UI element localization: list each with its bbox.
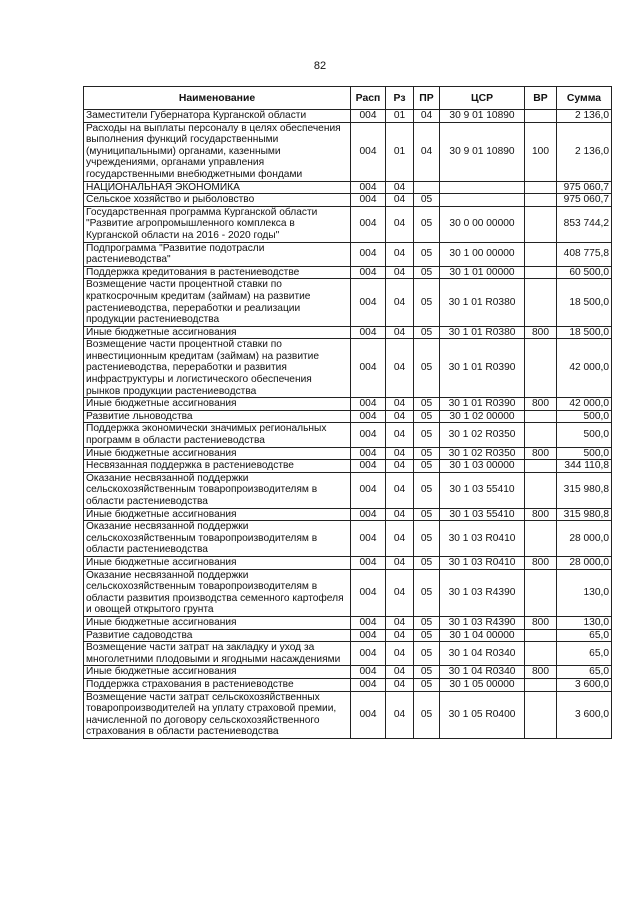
cell-rz: 01 <box>386 122 414 181</box>
cell-vr <box>525 339 557 398</box>
cell-csr: 30 1 01 R0380 <box>440 326 525 339</box>
cell-pr: 05 <box>414 460 440 473</box>
cell-rasp: 004 <box>351 447 386 460</box>
cell-rasp: 004 <box>351 508 386 521</box>
cell-csr: 30 1 01 R0390 <box>440 339 525 398</box>
cell-sum: 500,0 <box>557 423 612 447</box>
cell-csr: 30 1 04 R0340 <box>440 642 525 666</box>
cell-name: Поддержка кредитования в растениеводстве <box>84 266 351 279</box>
cell-vr <box>525 642 557 666</box>
table-body <box>84 110 612 739</box>
cell-rasp: 004 <box>351 206 386 242</box>
cell-vr: 800 <box>525 398 557 411</box>
cell-pr: 05 <box>414 279 440 326</box>
cell-csr: 30 0 00 00000 <box>440 206 525 242</box>
cell-pr: 04 <box>414 122 440 181</box>
cell-rz: 04 <box>386 279 414 326</box>
budget-table <box>83 86 612 739</box>
cell-rz: 04 <box>386 521 414 557</box>
table-row <box>84 122 612 181</box>
cell-pr: 05 <box>414 206 440 242</box>
cell-sum: 42 000,0 <box>557 398 612 411</box>
cell-rasp: 004 <box>351 616 386 629</box>
table-row <box>84 326 612 339</box>
cell-sum: 2 136,0 <box>557 122 612 181</box>
cell-name: Иные бюджетные ассигнования <box>84 616 351 629</box>
cell-vr <box>525 410 557 423</box>
cell-rasp: 004 <box>351 398 386 411</box>
table-row <box>84 266 612 279</box>
cell-sum: 500,0 <box>557 410 612 423</box>
cell-name: Несвязанная поддержка в растениеводстве <box>84 460 351 473</box>
cell-rz: 04 <box>386 666 414 679</box>
table-row <box>84 423 612 447</box>
cell-csr: 30 1 03 55410 <box>440 508 525 521</box>
header-pr: ПР <box>414 87 440 110</box>
cell-vr: 800 <box>525 556 557 569</box>
table-row <box>84 398 612 411</box>
table-row <box>84 678 612 691</box>
cell-sum: 60 500,0 <box>557 266 612 279</box>
table-row <box>84 508 612 521</box>
cell-rasp: 004 <box>351 181 386 194</box>
cell-rasp: 004 <box>351 339 386 398</box>
header-rz: Рз <box>386 87 414 110</box>
cell-sum: 3 600,0 <box>557 691 612 738</box>
table-row <box>84 666 612 679</box>
cell-rasp: 004 <box>351 666 386 679</box>
cell-rz: 04 <box>386 460 414 473</box>
cell-rz: 04 <box>386 398 414 411</box>
cell-vr <box>525 472 557 508</box>
cell-pr: 05 <box>414 616 440 629</box>
cell-rz: 04 <box>386 616 414 629</box>
cell-csr: 30 1 03 R4390 <box>440 616 525 629</box>
cell-name: Поддержка экономически значимых региональных программ в области растениеводства <box>84 423 351 447</box>
table-row <box>84 447 612 460</box>
cell-sum: 18 500,0 <box>557 326 612 339</box>
table-row <box>84 569 612 616</box>
cell-pr: 05 <box>414 194 440 207</box>
cell-rasp: 004 <box>351 460 386 473</box>
cell-name: Заместители Губернатора Курганской области <box>84 110 351 123</box>
cell-rz: 04 <box>386 339 414 398</box>
cell-rz: 04 <box>386 206 414 242</box>
cell-vr: 100 <box>525 122 557 181</box>
table-row <box>84 181 612 194</box>
cell-rasp: 004 <box>351 556 386 569</box>
cell-name: Государственная программа Курганской области "Развитие агропромышленного комплекса в Курганской области на 2016 - 2020 годы" <box>84 206 351 242</box>
cell-name: Иные бюджетные ассигнования <box>84 508 351 521</box>
cell-sum: 315 980,8 <box>557 472 612 508</box>
cell-name: Иные бюджетные ассигнования <box>84 666 351 679</box>
cell-pr: 05 <box>414 678 440 691</box>
cell-rz: 04 <box>386 691 414 738</box>
cell-name: Развитие льноводства <box>84 410 351 423</box>
cell-rasp: 004 <box>351 122 386 181</box>
cell-rasp: 004 <box>351 472 386 508</box>
cell-vr <box>525 423 557 447</box>
cell-csr <box>440 181 525 194</box>
cell-pr: 05 <box>414 642 440 666</box>
cell-vr <box>525 521 557 557</box>
header-sum: Сумма <box>557 87 612 110</box>
cell-rz: 04 <box>386 678 414 691</box>
cell-rasp: 004 <box>351 242 386 266</box>
cell-name: Расходы на выплаты персоналу в целях обеспечения выполнения функций государственными (муниципальными) органами, казенными учреждениями, органами управления государственными внебюджетными фондами <box>84 122 351 181</box>
table-row <box>84 691 612 738</box>
cell-pr: 05 <box>414 521 440 557</box>
cell-pr: 05 <box>414 472 440 508</box>
cell-sum: 65,0 <box>557 629 612 642</box>
cell-vr: 800 <box>525 616 557 629</box>
table-row <box>84 642 612 666</box>
cell-csr: 30 1 03 R4390 <box>440 569 525 616</box>
cell-pr <box>414 181 440 194</box>
cell-sum: 315 980,8 <box>557 508 612 521</box>
cell-pr: 05 <box>414 326 440 339</box>
cell-vr: 800 <box>525 508 557 521</box>
table-row <box>84 556 612 569</box>
cell-name: Возмещение части затрат на закладку и уход за многолетними плодовыми и ягодными насаждениями <box>84 642 351 666</box>
header-rasp: Расп <box>351 87 386 110</box>
cell-rz: 04 <box>386 508 414 521</box>
cell-pr: 05 <box>414 266 440 279</box>
table-row <box>84 472 612 508</box>
cell-sum: 65,0 <box>557 642 612 666</box>
cell-sum: 28 000,0 <box>557 521 612 557</box>
cell-vr <box>525 691 557 738</box>
cell-sum: 2 136,0 <box>557 110 612 123</box>
cell-vr <box>525 569 557 616</box>
cell-sum: 853 744,2 <box>557 206 612 242</box>
cell-sum: 500,0 <box>557 447 612 460</box>
cell-rasp: 004 <box>351 423 386 447</box>
cell-name: Подпрограмма "Развитие подотрасли растениеводства" <box>84 242 351 266</box>
header-name: Наименование <box>84 87 351 110</box>
cell-name: Оказание несвязанной поддержки сельскохозяйственным товаропроизводителям в области развития производства семенного картофеля и овощей открытого грунта <box>84 569 351 616</box>
cell-rasp: 004 <box>351 521 386 557</box>
cell-name: Возмещение части процентной ставки по инвестиционным кредитам (займам) на развитие растениеводства, переработки и развития инфраструктуры и логистического обеспечения рынков продукции растениеводства <box>84 339 351 398</box>
cell-pr: 05 <box>414 508 440 521</box>
cell-rz: 04 <box>386 266 414 279</box>
table-row <box>84 460 612 473</box>
cell-pr: 05 <box>414 242 440 266</box>
cell-pr: 05 <box>414 666 440 679</box>
cell-vr <box>525 629 557 642</box>
cell-csr: 30 9 01 10890 <box>440 110 525 123</box>
cell-rz: 04 <box>386 569 414 616</box>
cell-rz: 01 <box>386 110 414 123</box>
cell-name: Иные бюджетные ассигнования <box>84 447 351 460</box>
table-row <box>84 110 612 123</box>
table-row <box>84 279 612 326</box>
cell-sum: 975 060,7 <box>557 194 612 207</box>
cell-sum: 28 000,0 <box>557 556 612 569</box>
cell-rasp: 004 <box>351 678 386 691</box>
cell-name: НАЦИОНАЛЬНАЯ ЭКОНОМИКА <box>84 181 351 194</box>
page-number: 82 <box>313 60 327 72</box>
cell-rasp: 004 <box>351 194 386 207</box>
table-row <box>84 206 612 242</box>
cell-rz: 04 <box>386 181 414 194</box>
cell-name: Поддержка страхования в растениеводстве <box>84 678 351 691</box>
cell-name: Развитие садоводства <box>84 629 351 642</box>
cell-vr: 800 <box>525 326 557 339</box>
cell-csr <box>440 194 525 207</box>
cell-name: Иные бюджетные ассигнования <box>84 398 351 411</box>
cell-sum: 344 110,8 <box>557 460 612 473</box>
cell-sum: 975 060,7 <box>557 181 612 194</box>
cell-name: Иные бюджетные ассигнования <box>84 326 351 339</box>
cell-csr: 30 9 01 10890 <box>440 122 525 181</box>
cell-rz: 04 <box>386 242 414 266</box>
cell-vr <box>525 110 557 123</box>
table-row <box>84 410 612 423</box>
cell-sum: 408 775,8 <box>557 242 612 266</box>
cell-name: Оказание несвязанной поддержки сельскохозяйственным товаропроизводителям в области растениеводства <box>84 521 351 557</box>
cell-rasp: 004 <box>351 326 386 339</box>
cell-rasp: 004 <box>351 110 386 123</box>
cell-name: Возмещение части процентной ставки по краткосрочным кредитам (займам) на развитие растениеводства, переработки и реализации продукции растениеводства <box>84 279 351 326</box>
cell-csr: 30 1 01 R0390 <box>440 398 525 411</box>
cell-rz: 04 <box>386 423 414 447</box>
cell-csr: 30 1 00 00000 <box>440 242 525 266</box>
cell-rasp: 004 <box>351 629 386 642</box>
table-row <box>84 629 612 642</box>
cell-rasp: 004 <box>351 569 386 616</box>
cell-vr <box>525 206 557 242</box>
table-row <box>84 521 612 557</box>
cell-rz: 04 <box>386 472 414 508</box>
cell-sum: 42 000,0 <box>557 339 612 398</box>
cell-vr <box>525 460 557 473</box>
cell-csr: 30 1 02 R0350 <box>440 447 525 460</box>
cell-csr: 30 1 03 55410 <box>440 472 525 508</box>
table-row <box>84 194 612 207</box>
cell-vr <box>525 181 557 194</box>
cell-vr <box>525 678 557 691</box>
cell-vr <box>525 194 557 207</box>
table-row <box>84 339 612 398</box>
cell-csr: 30 1 02 R0350 <box>440 423 525 447</box>
cell-pr: 05 <box>414 423 440 447</box>
cell-csr: 30 1 03 R0410 <box>440 521 525 557</box>
cell-vr <box>525 242 557 266</box>
cell-sum: 130,0 <box>557 616 612 629</box>
cell-csr: 30 1 05 R0400 <box>440 691 525 738</box>
cell-name: Оказание несвязанной поддержки сельскохозяйственным товаропроизводителям в области растениеводства <box>84 472 351 508</box>
header-csr: ЦСР <box>440 87 525 110</box>
cell-sum: 130,0 <box>557 569 612 616</box>
cell-vr <box>525 266 557 279</box>
cell-csr: 30 1 05 00000 <box>440 678 525 691</box>
cell-pr: 05 <box>414 339 440 398</box>
cell-vr: 800 <box>525 447 557 460</box>
cell-pr: 05 <box>414 398 440 411</box>
cell-pr: 05 <box>414 556 440 569</box>
cell-sum: 3 600,0 <box>557 678 612 691</box>
cell-csr: 30 1 04 R0340 <box>440 666 525 679</box>
cell-rasp: 004 <box>351 279 386 326</box>
table-row <box>84 616 612 629</box>
cell-csr: 30 1 04 00000 <box>440 629 525 642</box>
cell-pr: 05 <box>414 569 440 616</box>
cell-pr: 04 <box>414 110 440 123</box>
cell-sum: 65,0 <box>557 666 612 679</box>
cell-pr: 05 <box>414 410 440 423</box>
cell-csr: 30 1 03 00000 <box>440 460 525 473</box>
cell-csr: 30 1 02 00000 <box>440 410 525 423</box>
cell-rasp: 004 <box>351 691 386 738</box>
cell-vr <box>525 279 557 326</box>
cell-pr: 05 <box>414 691 440 738</box>
cell-pr: 05 <box>414 447 440 460</box>
cell-rz: 04 <box>386 629 414 642</box>
header-vr: ВР <box>525 87 557 110</box>
cell-csr: 30 1 01 00000 <box>440 266 525 279</box>
cell-rz: 04 <box>386 642 414 666</box>
cell-rz: 04 <box>386 556 414 569</box>
cell-name: Иные бюджетные ассигнования <box>84 556 351 569</box>
cell-rasp: 004 <box>351 410 386 423</box>
cell-rz: 04 <box>386 410 414 423</box>
cell-rz: 04 <box>386 194 414 207</box>
cell-pr: 05 <box>414 629 440 642</box>
cell-rz: 04 <box>386 447 414 460</box>
table-row <box>84 242 612 266</box>
cell-name: Сельское хозяйство и рыболовство <box>84 194 351 207</box>
cell-rasp: 004 <box>351 642 386 666</box>
cell-sum: 18 500,0 <box>557 279 612 326</box>
cell-csr: 30 1 03 R0410 <box>440 556 525 569</box>
cell-csr: 30 1 01 R0380 <box>440 279 525 326</box>
cell-rz: 04 <box>386 326 414 339</box>
cell-rasp: 004 <box>351 266 386 279</box>
cell-vr: 800 <box>525 666 557 679</box>
table-header-row <box>84 87 612 110</box>
cell-name: Возмещение части затрат сельскохозяйственных товаропроизводителей на уплату страховой премии, начисленной по договору сельскохозяйственного страхования в области растениеводства <box>84 691 351 738</box>
